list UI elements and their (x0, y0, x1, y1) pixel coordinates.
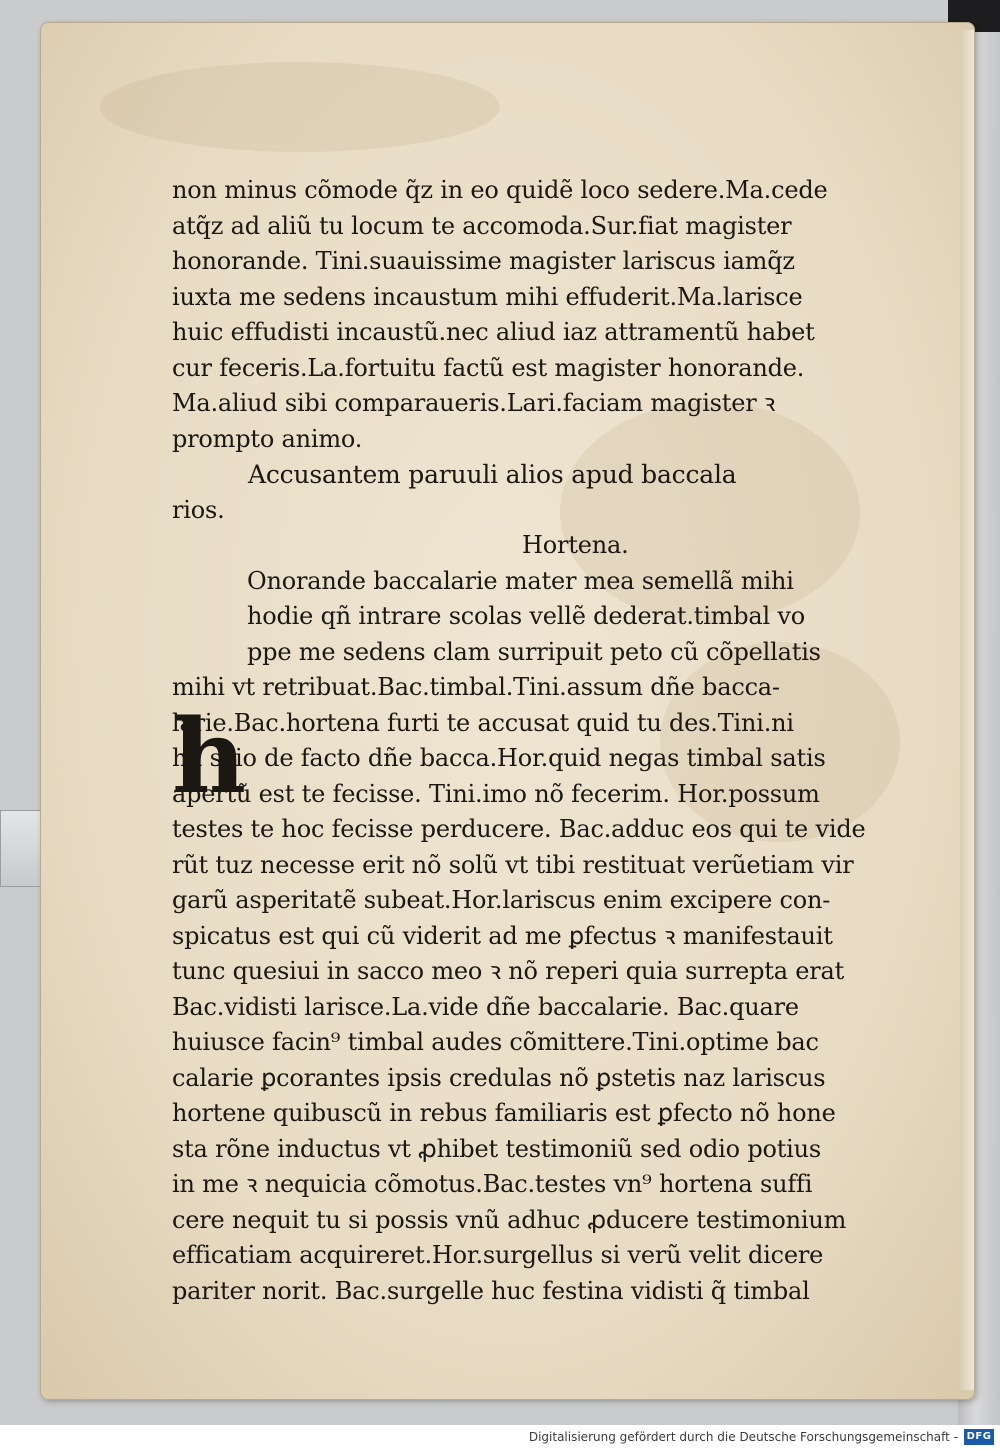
text-line: in me ꝛ nequicia cõmotus.Bac.testes vn⁹ hortena suffi (172, 1170, 813, 1198)
text-line: larie.Bac.hortena furti te accusat quid tu des.Tini.ni (172, 708, 794, 737)
text-line: prompto animo. (172, 424, 363, 453)
text-line: cur feceris.La.fortuitu factũ est magister honorande. (172, 353, 805, 382)
text-lines (172, 173, 866, 1309)
text-line: testes te hoc fecisse perducere. Bac.adduc eos qui te vide (172, 815, 866, 843)
section-heading: Accusantem paruuli alios apud baccala (248, 460, 737, 489)
text-line: atq̃z ad aliũ tu locum te accomoda.Sur.fiat magister (172, 211, 792, 240)
text-line: mihi vt retribuat.Bac.timbal.Tini.assum dñe bacca- (172, 673, 780, 701)
printed-text-block (172, 173, 866, 1309)
text-line: hil scio de facto dñe bacca.Hor.quid negas timbal satis (172, 744, 826, 772)
text-line: huiusce facin⁹ timbal audes cõmittere.Tini.optime bac (172, 1028, 819, 1056)
text-line: rũt tuz necesse erit nõ solũ vt tibi restituat verũetiam vir (172, 850, 854, 879)
drop-capital: h (172, 697, 246, 817)
text-line: efficatiam acquireret.Hor.surgellus si verũ velit dicere (172, 1241, 824, 1269)
text-line: ppe me sedens clam surripuit peto cũ cõpellatis (247, 637, 821, 666)
text-line: honorande. Tini.suauissime magister lariscus iamq̃z (172, 247, 795, 275)
footer-credit: Digitalisierung gefördert durch die Deutsche Forschungsgemeinschaft - (528, 1430, 958, 1444)
text-line: Hortena. (522, 531, 629, 559)
paper-stain (100, 62, 500, 152)
text-line: Ma.aliud sibi comparaueris.Lari.faciam magister ꝛ (172, 389, 776, 417)
text-line: sta rõne inductus vt ꝓhibet testimoniũ sed odio potius (172, 1134, 822, 1163)
text-line: rios. (172, 495, 225, 524)
text-line: iuxta me sedens incaustum mihi effuderit.Ma.larisce (172, 282, 803, 311)
text-line: pariter norit. Bac.surgelle huc festina vidisti q̃ timbal (172, 1276, 810, 1305)
text-line: hortene quibuscũ in rebus familiaris est ꝑfecto nõ hone (172, 1099, 836, 1127)
text-line: apertũ est te fecisse. Tini.imo nõ fecerim. Hor.possum (172, 779, 820, 808)
text-line: cere nequit tu si possis vnũ adhuc ꝓducere testimonium (172, 1205, 847, 1234)
text-line: garũ asperitatẽ subeat.Hor.lariscus enim excipere con- (172, 886, 831, 914)
dfg-logo-icon: DFG (964, 1429, 994, 1445)
text-line: Onorande baccalarie mater mea semellã mihi (247, 566, 794, 595)
text-line: non minus cõmode q̃z in eo quidẽ loco sedere.Ma.cede (172, 176, 828, 204)
text-line: huic effudisti incaustũ.nec aliud iaz attramentũ habet (172, 318, 815, 346)
page-edge (960, 30, 974, 1390)
text-line: tunc quesiui in sacco meo ꝛ nõ reperi quia surrepta erat (172, 957, 845, 985)
text-line: spicatus est qui cũ viderit ad me ꝑfectus ꝛ manifestauit (172, 921, 833, 950)
digitization-footer (0, 1425, 1000, 1450)
text-line: Bac.vidisti larisce.La.vide dñe baccalarie. Bac.quare (172, 992, 799, 1021)
text-line: calarie ꝑcorantes ipsis credulas nõ ꝑstetis naz lariscus (172, 1063, 826, 1092)
text-line: hodie qñ intrare scolas vellẽ dederat.timbal vo (247, 602, 806, 630)
